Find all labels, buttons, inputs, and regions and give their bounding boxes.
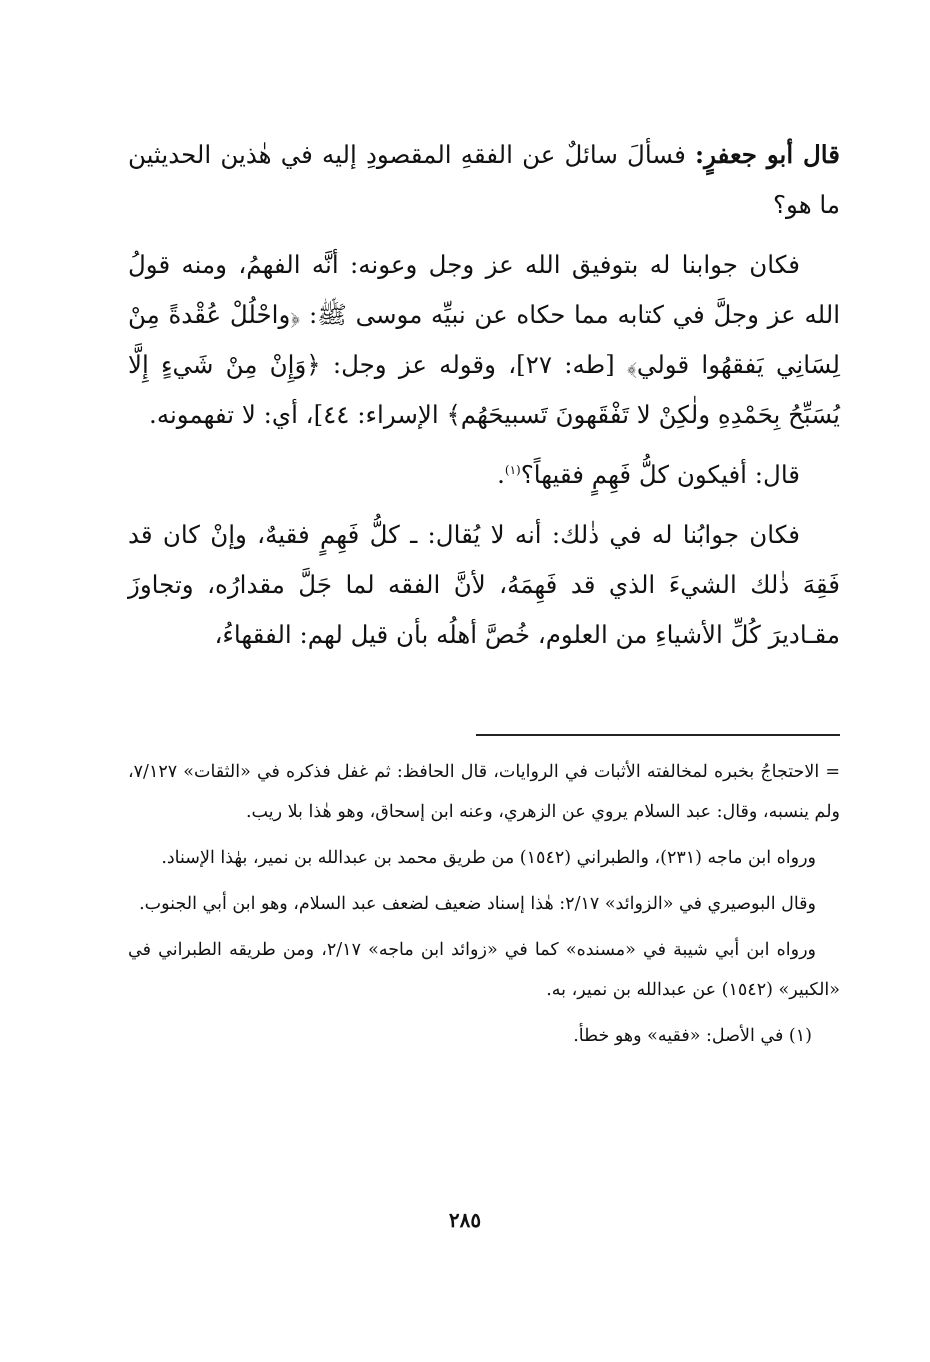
paragraph-3-text: قال: أفيكون كلُّ فَهِمٍ فقيهاً؟	[520, 460, 800, 489]
footnote-marker: (١)	[504, 462, 521, 477]
paragraph-1	[128, 130, 840, 230]
paragraph-3	[128, 450, 840, 500]
speaker-label: قال أبو جعفرٍ:	[695, 140, 840, 169]
footnote-separator	[476, 734, 840, 736]
page-number: ٢٨٥	[448, 1208, 482, 1232]
paragraph-3-end: .	[497, 460, 505, 489]
footnote-paragraph: وقال البوصيري في «الزوائد» ٢/١٧: هٰذا إسناد ضعيف لضعف عبد السلام، وهو ابن أبي الجنوب.	[139, 894, 816, 914]
main-text	[128, 130, 840, 670]
paragraph-2: فكان جوابنا له بتوفيق الله عز وجل وعونه: أنَّه الفهمُ، ومنه قولُ الله عز وجلَّ في كتابه مما حكاه عن نبيِّه موسى ﷺ: ﴿واحْلُلْ عُقْدةً مِنْ لِسَانِي يَفقهُوا قولي﴾ [طه: ٢٧]، وقوله عز وجل: ﴿وَإِنْ مِنْ شَيءٍ إِلَّا يُسَبِّحُ بِحَمْدِهِ ولٰكِنْ لا تَفْقَهونَ تَسبيحَهُم﴾ الإسراء: ٤٤]، أي: لا تفهمونه.	[128, 250, 840, 429]
paragraph-4: فكان جوابُنا له في ذٰلك: أنه لا يُقال: ـ كلُّ فَهِمٍ فقيهٌ، وإنْ كان قد فَقِهَ ذٰلك الشيءَ الذي قد فَهِمَهُ، لأنَّ الفقه لما جَلَّ مقدارُه، وتجاوزَ مقـاديرَ كُلِّ الأشياءِ من العلوم، خُصَّ أهلُه بأن قيل لهم: الفقهاءُ،	[128, 520, 840, 649]
footnotes	[128, 752, 840, 1062]
paragraph-1-text: فسألَ سائلٌ عن الفقهِ المقصودِ إليه في هٰذين الحديثين ما هو؟	[128, 140, 840, 219]
footnote-1: (١) في الأصل: «فقيه» وهو خطأ.	[573, 1026, 812, 1046]
footnote-continued: = الاحتجاجُ بخبره لمخالفته الأثبات في الروايات، قال الحافظ: ثم غفل فذكره في «الثقات» ٧/١٢٧، ولم ينسبه، وقال: عبد السلام يروي عن الزهري، وعنه ابن إسحاق، وهو هٰذا بلا ريب.	[128, 762, 840, 822]
footnote-paragraph: ورواه ابن أبي شيبة في «مسنده» كما في «زوائد ابن ماجه» ٢/١٧، ومن طريقه الطبراني في «الكبير» (١٥٤٢) عن عبدالله بن نمير، به.	[128, 940, 840, 1000]
footnote-paragraph: ورواه ابن ماجه (٢٣١)، والطبراني (١٥٤٢) من طريق محمد بن عبدالله بن نمير، بهٰذا الإسناد.	[161, 848, 816, 868]
